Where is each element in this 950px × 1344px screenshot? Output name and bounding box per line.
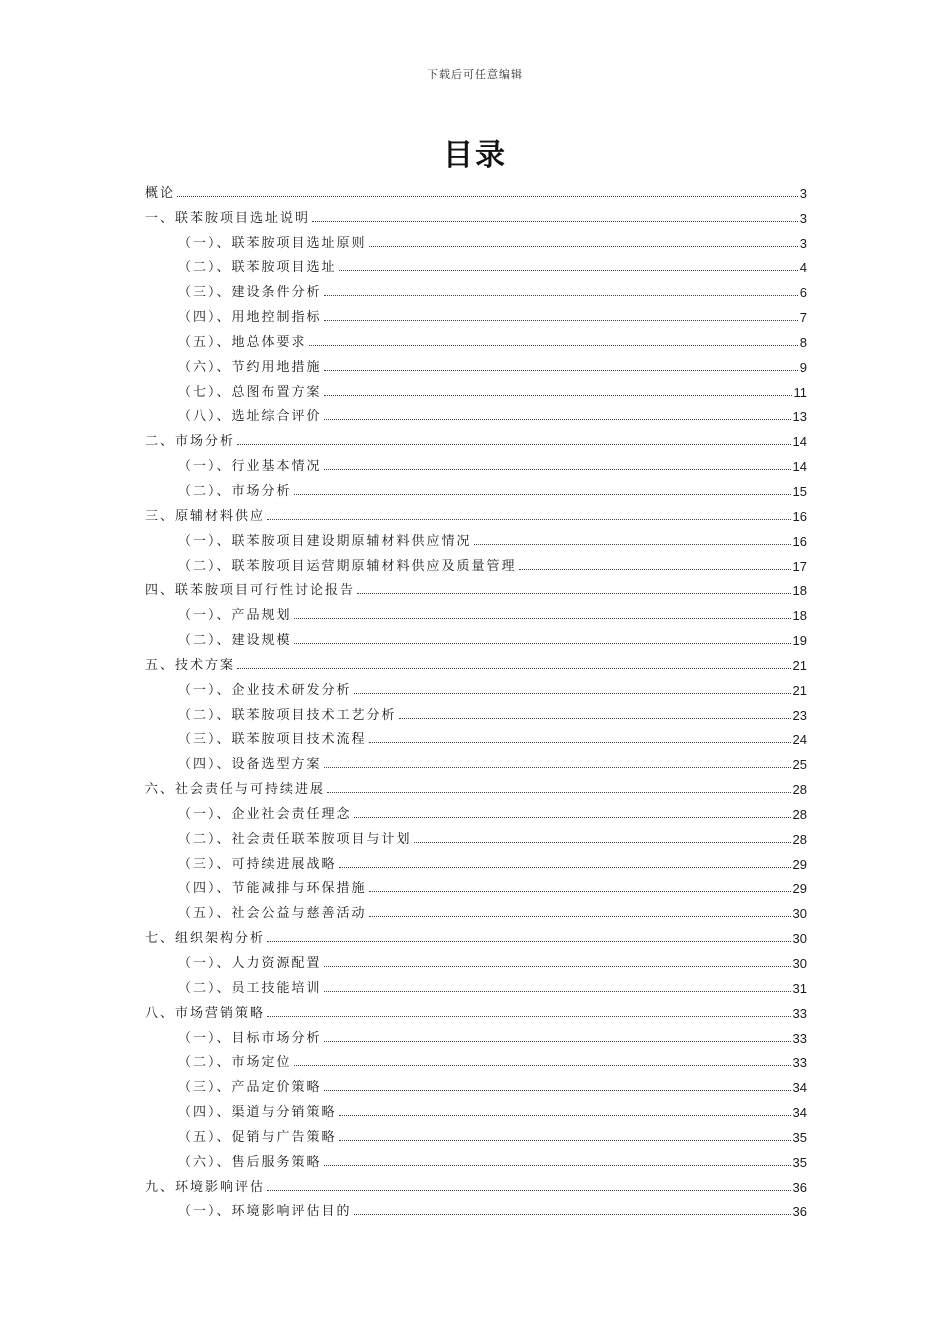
toc-entry-page: 14 — [792, 434, 807, 450]
toc-entry[interactable] — [145, 623, 807, 648]
toc-dot-leader — [312, 221, 798, 222]
toc-entry-page: 30 — [792, 956, 807, 971]
toc-entry-page: 29 — [792, 856, 807, 872]
toc-entry-page: 34 — [792, 1105, 807, 1121]
toc-entry[interactable] — [145, 1170, 807, 1195]
toc-dot-leader — [369, 742, 791, 743]
toc-dot-leader — [267, 519, 791, 520]
toc-entry[interactable] — [145, 822, 807, 847]
toc-entry-label: （一）、联苯胺项目建设期原辅材料供应情况 — [178, 533, 472, 549]
toc-entry-page: 8 — [799, 334, 807, 350]
toc-entry-page: 30 — [792, 906, 807, 922]
toc-dot-leader — [354, 693, 791, 694]
toc-dot-leader — [294, 618, 791, 619]
toc-entry-page: 25 — [792, 757, 807, 773]
toc-entry-label: （七）、总图布置方案 — [178, 384, 322, 400]
toc-entry-label: （三）、可持续进展战略 — [178, 856, 337, 872]
toc-entry[interactable] — [145, 872, 807, 897]
toc-entry-page: 36 — [792, 1179, 807, 1195]
toc-dot-leader — [339, 1140, 791, 1141]
toc-entry-label: 九、环境影响评估 — [145, 1179, 266, 1195]
toc-entry-label: （二）、联苯胺项目运营期原辅材料供应及质量管理 — [178, 558, 517, 574]
toc-entry-label: （五）、地总体要求 — [178, 334, 307, 350]
toc-entry-page: 21 — [792, 657, 807, 673]
toc-entry-label: （四）、设备选型方案 — [178, 757, 322, 773]
toc-entry-label: （四）、节能减排与环保措施 — [178, 881, 367, 897]
toc-entry-label: （二）、联苯胺项目技术工艺分析 — [178, 707, 397, 723]
toc-dot-leader — [324, 966, 791, 967]
toc-entry[interactable] — [145, 499, 807, 524]
toc-entry-label: （一）、企业技术研发分析 — [178, 682, 352, 698]
toc-entry[interactable] — [145, 996, 807, 1021]
toc-entry-label: （三）、建设条件分析 — [178, 285, 322, 301]
toc-entry[interactable] — [145, 896, 807, 921]
toc-dot-leader — [339, 1115, 791, 1116]
toc-dot-leader — [369, 916, 791, 917]
toc-dot-leader — [324, 320, 798, 321]
toc-entry-label: （五）、社会公益与慈善活动 — [178, 906, 367, 922]
toc-entry-label: （一）、环境影响评估目的 — [178, 1204, 352, 1220]
toc-entry[interactable] — [145, 1070, 807, 1095]
toc-entry[interactable] — [145, 251, 807, 276]
toc-dot-leader — [339, 867, 791, 868]
toc-dot-leader — [357, 593, 791, 594]
toc-entry-page: 6 — [799, 285, 807, 301]
toc-entry-page: 34 — [792, 1080, 807, 1096]
toc-dot-leader — [369, 891, 791, 892]
toc-dot-leader — [327, 792, 791, 793]
toc-entry[interactable] — [145, 176, 807, 201]
toc-entry-label: 概论 — [145, 185, 176, 201]
toc-entry-page: 33 — [792, 1005, 807, 1021]
toc-entry-label: （四）、用地控制指标 — [178, 310, 322, 326]
toc-entry-label: （二）、市场分析 — [178, 483, 292, 499]
toc-entry-page: 23 — [792, 707, 807, 723]
toc-entry-page: 35 — [792, 1154, 807, 1170]
toc-entry-label: （二）、市场定位 — [178, 1055, 292, 1071]
toc-entry-page: 14 — [792, 459, 807, 475]
toc-dot-leader — [399, 718, 791, 719]
toc-entry-label: （三）、产品定价策略 — [178, 1080, 322, 1096]
toc-entry-page: 33 — [792, 1055, 807, 1071]
toc-entry-page: 30 — [792, 931, 807, 947]
toc-entry-label: 七、组织架构分析 — [145, 931, 266, 947]
toc-dot-leader — [237, 668, 791, 669]
toc-entry-label: 三、原辅材料供应 — [145, 508, 266, 524]
toc-entry-label: （一）、企业社会责任理念 — [178, 806, 352, 822]
toc-entry[interactable] — [145, 1046, 807, 1071]
toc-dot-leader — [324, 295, 798, 296]
toc-entry[interactable] — [145, 524, 807, 549]
toc-entry[interactable] — [145, 747, 807, 772]
toc-entry-label: （一）、产品规划 — [178, 608, 292, 624]
toc-entry-label: （三）、联苯胺项目技术流程 — [178, 732, 367, 748]
toc-entry[interactable] — [145, 300, 807, 325]
toc-dot-leader — [414, 842, 791, 843]
toc-entry-page: 28 — [792, 782, 807, 798]
toc-entry[interactable] — [145, 574, 807, 599]
toc-entry-label: 二、市场分析 — [145, 434, 236, 450]
toc-dot-leader — [294, 643, 791, 644]
toc-entry-label: （一）、联苯胺项目选址原则 — [178, 235, 367, 251]
toc-entry-page: 29 — [792, 881, 807, 897]
toc-entry-label: （一）、行业基本情况 — [178, 459, 322, 475]
toc-entry-page: 17 — [792, 558, 807, 574]
toc-entry[interactable] — [145, 449, 807, 474]
toc-entry-label: （四）、渠道与分销策略 — [178, 1105, 337, 1121]
toc-entry[interactable] — [145, 1095, 807, 1120]
toc-entry[interactable] — [145, 275, 807, 300]
toc-entry-label: （二）、员工技能培训 — [178, 980, 322, 996]
toc-dot-leader — [354, 1214, 791, 1215]
toc-entry-page: 19 — [792, 633, 807, 649]
toc-entry-page: 13 — [792, 409, 807, 425]
toc-entry[interactable] — [145, 847, 807, 872]
toc-entry-page: 24 — [792, 732, 807, 748]
toc-dot-leader — [339, 270, 798, 271]
toc-entry[interactable] — [145, 1120, 807, 1145]
toc-entry[interactable] — [145, 1021, 807, 1046]
toc-entry-label: 一、联苯胺项目选址说明 — [145, 210, 311, 226]
toc-entry[interactable] — [145, 946, 807, 971]
toc-entry-page: 35 — [792, 1129, 807, 1145]
toc-entry-page: 31 — [792, 980, 807, 996]
toc-dot-leader — [324, 767, 791, 768]
toc-dot-leader — [267, 1190, 791, 1191]
toc-entry-label: （二）、社会责任联苯胺项目与计划 — [178, 831, 412, 847]
toc-dot-leader — [324, 370, 798, 371]
toc-entry-page: 16 — [792, 533, 807, 549]
toc-entry[interactable] — [145, 400, 807, 425]
toc-dot-leader — [267, 1016, 791, 1017]
toc-entry[interactable] — [145, 474, 807, 499]
toc-dot-leader — [309, 345, 798, 346]
toc-entry-label: （二）、联苯胺项目选址 — [178, 260, 337, 276]
toc-entry[interactable] — [145, 1195, 807, 1220]
toc-entry-label: （一）、人力资源配置 — [178, 956, 322, 971]
toc-dot-leader — [324, 395, 792, 396]
toc-entry[interactable] — [145, 648, 807, 673]
toc-entry-page: 15 — [792, 483, 807, 499]
toc-entry-page: 16 — [792, 508, 807, 524]
toc-entry-page: 28 — [792, 806, 807, 822]
toc-entry[interactable] — [145, 375, 807, 400]
toc-entry-page: 4 — [799, 260, 807, 276]
toc-entry-page: 33 — [792, 1030, 807, 1046]
toc-dot-leader — [354, 817, 791, 818]
toc-dot-leader — [267, 941, 791, 942]
toc-entry[interactable] — [145, 772, 807, 797]
toc-entry[interactable] — [145, 673, 807, 698]
toc-entry-label: 八、市场营销策略 — [145, 1005, 266, 1021]
toc-entry[interactable] — [145, 723, 807, 748]
toc-entry-page: 3 — [799, 235, 807, 251]
toc-entry-page: 3 — [799, 185, 807, 201]
toc-entry[interactable] — [145, 350, 807, 375]
toc-entry-label: 六、社会责任与可持续进展 — [145, 782, 326, 798]
toc-dot-leader — [369, 246, 798, 247]
toc-entry[interactable] — [145, 201, 807, 226]
toc-entry-page: 11 — [793, 384, 807, 400]
toc-dot-leader — [324, 1041, 791, 1042]
toc-dot-leader — [294, 1065, 791, 1066]
toc-entry[interactable] — [145, 1145, 807, 1170]
toc-dot-leader — [324, 1090, 791, 1091]
header-note: 下载后可任意编辑 — [427, 68, 523, 81]
toc-entry-label: （六）、节约用地措施 — [178, 359, 322, 375]
toc-entry-label: （一）、目标市场分析 — [178, 1030, 322, 1046]
toc-entry[interactable] — [145, 549, 807, 574]
toc-entry-label: 四、联苯胺项目可行性讨论报告 — [145, 583, 356, 599]
table-of-contents — [145, 176, 807, 1219]
toc-entry-label: （八）、选址综合评价 — [178, 409, 322, 425]
toc-entry-page: 21 — [792, 682, 807, 698]
toc-entry[interactable] — [145, 698, 807, 723]
toc-dot-leader — [324, 1165, 791, 1166]
toc-entry[interactable] — [145, 424, 807, 449]
toc-entry-page: 7 — [799, 310, 807, 326]
toc-entry[interactable] — [145, 226, 807, 251]
toc-entry[interactable] — [145, 921, 807, 946]
toc-entry[interactable] — [145, 598, 807, 623]
toc-entry-label: （六）、售后服务策略 — [178, 1154, 322, 1170]
toc-dot-leader — [237, 444, 791, 445]
toc-entry-page: 18 — [792, 608, 807, 624]
toc-entry-page: 18 — [792, 583, 807, 599]
toc-entry[interactable] — [145, 797, 807, 822]
toc-dot-leader — [294, 494, 791, 495]
toc-dot-leader — [324, 469, 791, 470]
toc-entry-page: 28 — [792, 831, 807, 847]
toc-entry-page: 36 — [792, 1204, 807, 1220]
toc-dot-leader — [177, 196, 798, 197]
toc-entry-page: 3 — [799, 210, 807, 226]
toc-dot-leader — [324, 991, 791, 992]
toc-dot-leader — [324, 419, 791, 420]
toc-entry-label: （二）、建设规模 — [178, 633, 292, 649]
toc-entry[interactable] — [145, 971, 807, 996]
toc-entry-label: 五、技术方案 — [145, 657, 236, 673]
toc-dot-leader — [474, 544, 791, 545]
toc-entry-page: 9 — [799, 359, 807, 375]
toc-dot-leader — [519, 569, 791, 570]
page-title: 目录 — [443, 138, 507, 173]
toc-entry-label: （五）、促销与广告策略 — [178, 1129, 337, 1145]
toc-entry[interactable] — [145, 325, 807, 350]
